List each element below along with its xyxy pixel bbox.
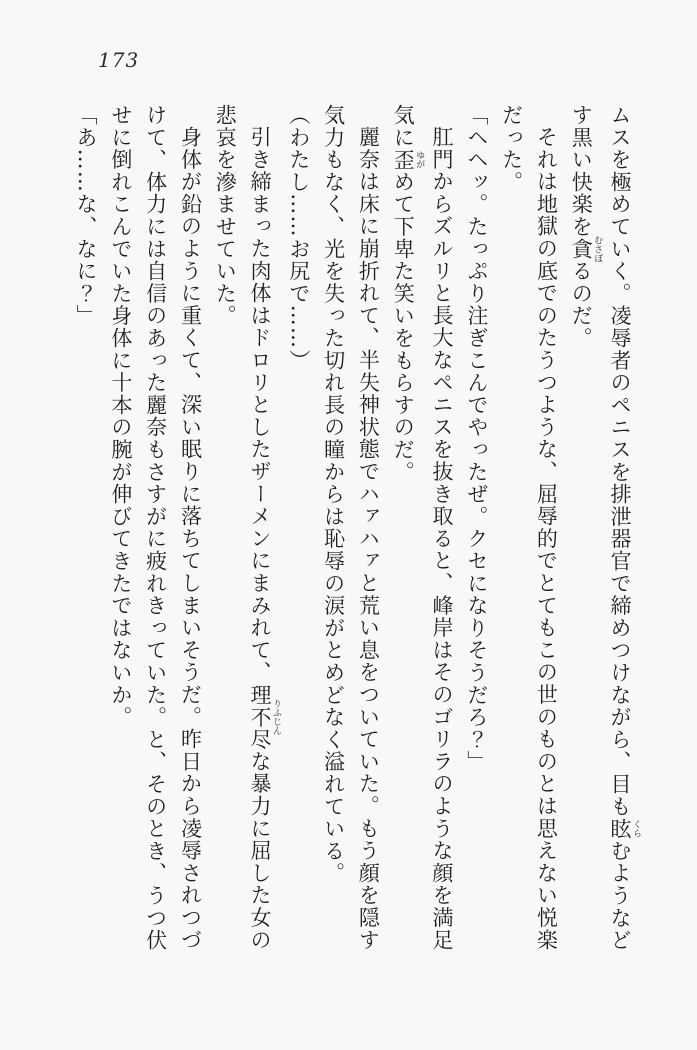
text-line: だった。 bbox=[499, 104, 524, 194]
text-line: それは地獄の底でのたうつような、屈辱的でとてもこの世のものとは思えない悦楽 bbox=[534, 126, 559, 952]
page-number: 173 bbox=[98, 48, 140, 72]
text-line: 気に歪 ゆがめて下卑た笑いをもらすのだ。 bbox=[391, 104, 425, 484]
text-line: 「あ……な、なに？」 bbox=[74, 104, 99, 327]
text-line: 気力もなく、光を失った切れ長の瞳からは恥辱の涙がとめどなく溢れている。 bbox=[321, 104, 346, 885]
text-line: す黒い快楽を貪 むさぼるのだ。 bbox=[569, 104, 603, 350]
text-line: ムスを極めていく。凌辱者のペニスを排泄器官で締めつけながら、目も眩 くらむようなど bbox=[608, 104, 641, 952]
text-line: せに倒れこんでいた身体に十本の腕が伸びてきたではないか。 bbox=[108, 104, 133, 729]
text-line: 身体が鉛のように重くて、深い眠りに落ちてしまいそうだ。昨日から凌辱されつづ bbox=[178, 126, 203, 952]
furigana-annotated-word: 貪 むさぼ bbox=[569, 235, 603, 263]
furigana-annotated-word: 歪 ゆが bbox=[391, 148, 425, 171]
text-line: 「ヘヘッ。たっぷり注ぎこんでやったぜ。クセになりそうだろ？」 bbox=[464, 104, 489, 773]
text-line: 引き締まった肉体はドロリとしたザーメンにまみれて、理不尽 りふじんな暴力に屈した女の bbox=[248, 126, 282, 952]
furigana-annotated-word: 眩 くら bbox=[608, 817, 641, 840]
text-columns bbox=[74, 104, 641, 964]
text-line: 肛門からズルリと長大なペニスを抜き取ると、峰岸はそのゴリラのような顔を満足 bbox=[430, 126, 455, 952]
text-line: けて、体力には自信のあった麗奈もさすがに疲れきっていた。と、そのとき、うつ伏 bbox=[143, 104, 168, 952]
text-line: （わたし……お尻で……） bbox=[286, 104, 311, 372]
text-line: 麗奈は床に崩折れて、半失神状態でハァハァと荒い息をついていた。もう顔を隠す bbox=[356, 126, 381, 952]
text-line: 悲哀を滲ませていた。 bbox=[213, 104, 238, 327]
furigana-annotated-word: 理不尽 りふじん bbox=[248, 683, 282, 751]
